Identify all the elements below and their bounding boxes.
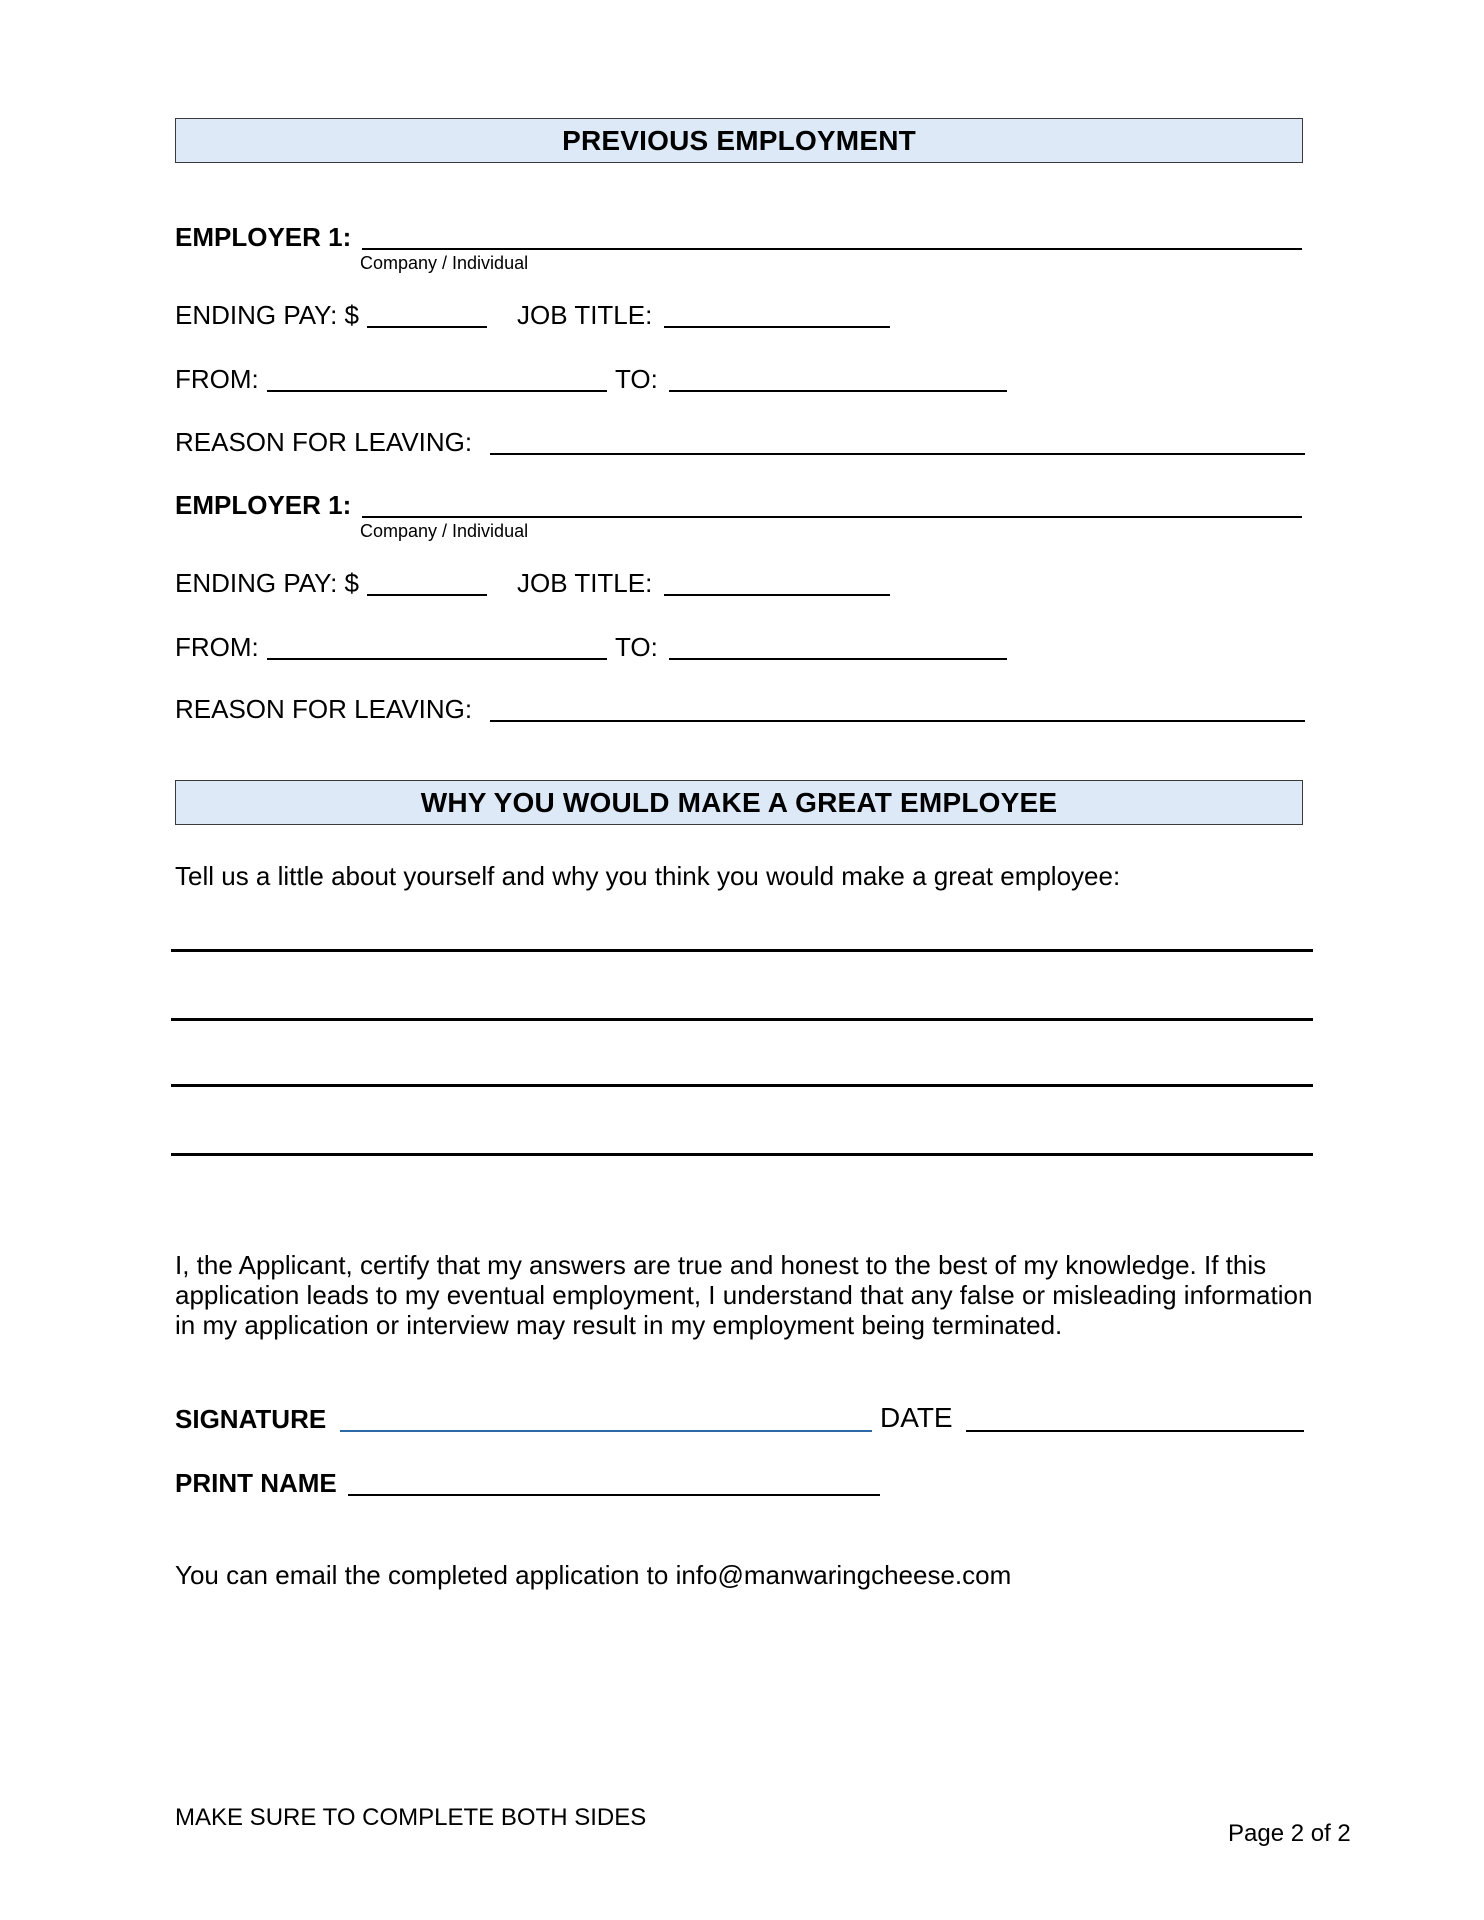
reason-for-leaving-field[interactable] bbox=[490, 453, 1305, 455]
to-label: TO: bbox=[615, 364, 658, 394]
previous-employment-header: PREVIOUS EMPLOYMENT bbox=[175, 118, 1303, 163]
answer-line-2[interactable] bbox=[171, 1018, 1313, 1021]
page-number: Page 2 of 2 bbox=[1228, 1820, 1351, 1847]
company-individual-hint: Company / Individual bbox=[360, 253, 529, 273]
complete-both-sides-note: MAKE SURE TO COMPLETE BOTH SIDES bbox=[175, 1804, 647, 1831]
signature-label: SIGNATURE bbox=[175, 1404, 327, 1434]
date-label: DATE bbox=[880, 1402, 953, 1433]
job-title-field[interactable] bbox=[664, 326, 890, 328]
print-name-field[interactable] bbox=[348, 1494, 880, 1496]
date-field[interactable] bbox=[966, 1430, 1304, 1432]
answer-line-1[interactable] bbox=[171, 949, 1313, 952]
reason-for-leaving-label: REASON FOR LEAVING: bbox=[175, 427, 473, 457]
print-name-label: PRINT NAME bbox=[175, 1468, 337, 1498]
employer-label: EMPLOYER 1: bbox=[175, 222, 352, 252]
ending-pay-label: ENDING PAY: $ bbox=[175, 568, 359, 598]
employer-name-field[interactable] bbox=[362, 516, 1302, 518]
job-title-label: JOB TITLE: bbox=[517, 568, 653, 598]
certification-paragraph: I, the Applicant, certify that my answers are true and honest to the best of my knowledge. If this application leads to my eventual employment, I understand that any false or misleading information in my application or interview may result in my employment being terminated. bbox=[175, 1250, 1313, 1340]
answer-line-3[interactable] bbox=[171, 1084, 1313, 1087]
about-yourself-prompt: Tell us a little about yourself and why you think you would make a great employee: bbox=[175, 861, 1121, 891]
answer-line-4[interactable] bbox=[171, 1153, 1313, 1156]
ending-pay-field[interactable] bbox=[367, 326, 487, 328]
ending-pay-field[interactable] bbox=[367, 594, 487, 596]
reason-for-leaving-label: REASON FOR LEAVING: bbox=[175, 694, 473, 724]
ending-pay-label: ENDING PAY: $ bbox=[175, 300, 359, 330]
from-label: FROM: bbox=[175, 632, 259, 662]
to-date-field[interactable] bbox=[669, 658, 1007, 660]
from-label: FROM: bbox=[175, 364, 259, 394]
reason-for-leaving-field[interactable] bbox=[490, 720, 1305, 722]
company-individual-hint: Company / Individual bbox=[360, 521, 529, 541]
from-date-field[interactable] bbox=[267, 658, 607, 660]
great-employee-header: WHY YOU WOULD MAKE A GREAT EMPLOYEE bbox=[175, 780, 1303, 825]
email-note: You can email the completed application to info@manwaringcheese.com bbox=[175, 1560, 1012, 1590]
job-title-label: JOB TITLE: bbox=[517, 300, 653, 330]
employer-name-field[interactable] bbox=[362, 248, 1302, 250]
signature-field[interactable] bbox=[340, 1430, 872, 1432]
job-title-field[interactable] bbox=[664, 594, 890, 596]
from-date-field[interactable] bbox=[267, 390, 607, 392]
employer-label: EMPLOYER 1: bbox=[175, 490, 352, 520]
to-label: TO: bbox=[615, 632, 658, 662]
to-date-field[interactable] bbox=[669, 390, 1007, 392]
